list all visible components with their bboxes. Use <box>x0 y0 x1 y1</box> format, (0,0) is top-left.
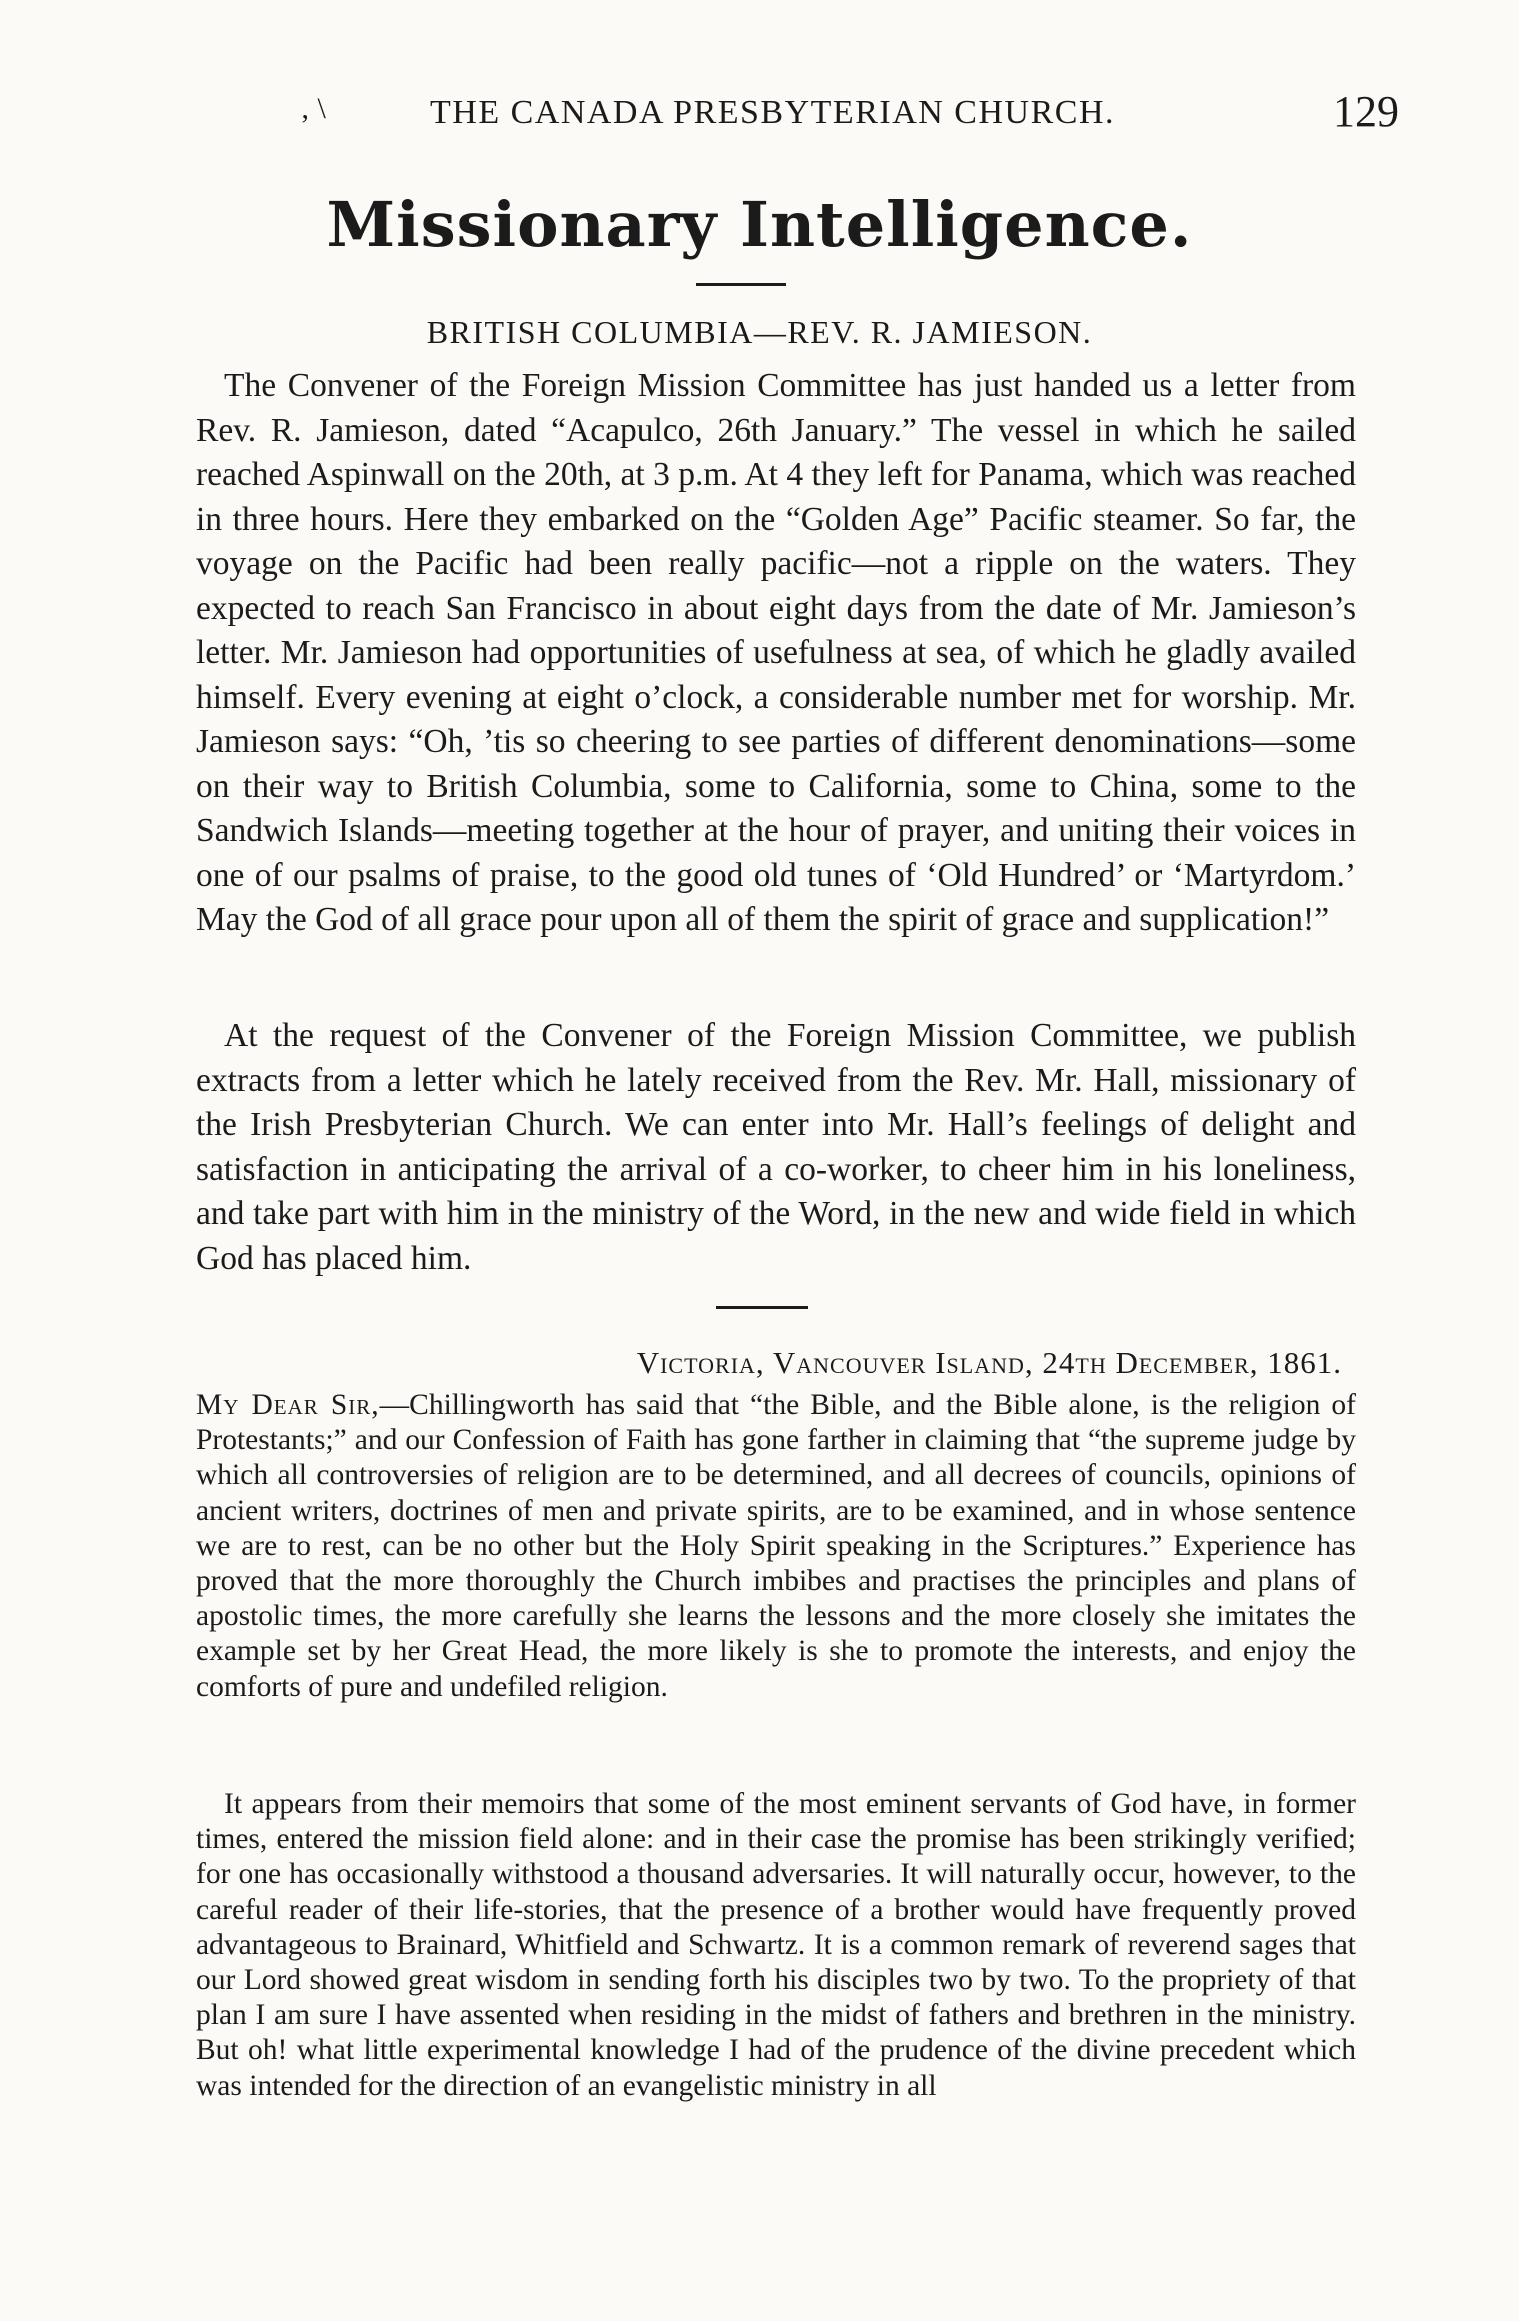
letter-body-continued <box>196 1787 1356 2104</box>
section-title: Missionary Intelligence. <box>326 188 1193 261</box>
article-body-continued <box>196 1014 1356 1281</box>
letter-paragraph: It appears from their memoirs that some of the most eminent servants of God have, in former times, entered the mission field alone: and in their case the promise has been strikingly verified; for one has occasionally withstood a thousand adversaries. It will naturally occur, however, to the careful reader of their life-stories, that the presence of a brother would have frequently proved advantageous to Brainard, Whitfield and Schwartz. It is a common remark of reverend sages that our Lord showed great wisdom in sending forth his disciples two by two. To the propriety of that plan I am sure I have assented when residing in the midst of fathers and brethren in the ministry. But oh! what little experimental knowledge I had of the prudence of the divine precedent which was intended for the direction of an evangelistic ministry in all <box>196 1788 1356 2102</box>
article-body <box>196 364 1356 943</box>
letter-dateline: Victoria, Vancouver Island, 24th December, 1861. <box>636 1345 1342 1380</box>
letter-paragraph <box>196 1388 1356 1705</box>
paragraph: The Convener of the Foreign Mission Committee has just handed us a letter from Rev. R. Jamieson, dated “Acapulco, 26th January.” The vessel in which he sailed reached Aspinwall on the 20th, at 3 p.m. At 4 they left for Panama, which was reached in three hours. Here they embarked on the “Golden Age” Pacific steamer. So far, the voyage on the Pacific had been really pacific—not a ripple on the waters. They expected to reach San Francisco in about eight days from the date of Mr. Jamieson’s letter. Mr. Jamieson had opportunities of usefulness at sea, of which he gladly availed himself. Every evening at eight o’clock, a considerable number met for worship. Mr. Jamieson says: “Oh, ’tis so cheering to see parties of different denominations—some on their way to British Columbia, some to California, some to China, some to the Sandwich Islands—meeting together at the hour of prayer, and uniting their voices in one of our psalms of praise, to the good old tunes of ‘Old Hundred’ or ‘Martyrdom.’ May the God of all grace pour upon all of them the spirit of grace and supplication!” <box>196 367 1356 938</box>
letter-salutation: My Dear Sir, <box>196 1389 380 1421</box>
letter-body <box>196 1388 1356 1705</box>
running-title: THE CANADA PRESBYTERIAN CHURCH. <box>430 94 1115 131</box>
paragraph: At the request of the Convener of the Foreign Mission Committee, we publish extracts from a letter which he lately received from the Rev. Mr. Hall, missionary of the Irish Presbyterian Church. We can enter into Mr. Hall’s feelings of delight and satisfaction in anticipating the arrival of a co-worker, to cheer him in his loneliness, and take part with him in the ministry of the Word, in the new and wide field in which God has placed him. <box>196 1017 1356 1277</box>
page-header <box>0 86 1519 146</box>
letter-paragraph-text: —Chillingworth has said that “the Bible, and the Bible alone, is the religion of Protestants;” and our Confession of Faith has gone farther in claiming that “the supreme judge by which all controversies of religion are to be determined, and all decrees of councils, opinions of ancient writers, doctrines of men and private spirits, are to be examined, and in whose sentence we are to rest, can be no other but the Holy Spirit speaking in the Scriptures.” Experience has proved that the more thoroughly the Church imbibes and practises the principles and plans of apostolic times, the more carefully she learns the lessons and the more closely she imitates the example set by her Great Head, the more likely is she to promote the interests, and enjoy the comforts of pure and undefiled religion. <box>196 1389 1356 1703</box>
article-subheading: BRITISH COLUMBIA—REV. R. JAMIESON. <box>426 314 1093 350</box>
printer-marks: ‚ \ <box>300 92 326 125</box>
divider-rule <box>696 283 786 286</box>
divider-rule <box>716 1306 808 1309</box>
page-number: 129 <box>1333 87 1399 136</box>
